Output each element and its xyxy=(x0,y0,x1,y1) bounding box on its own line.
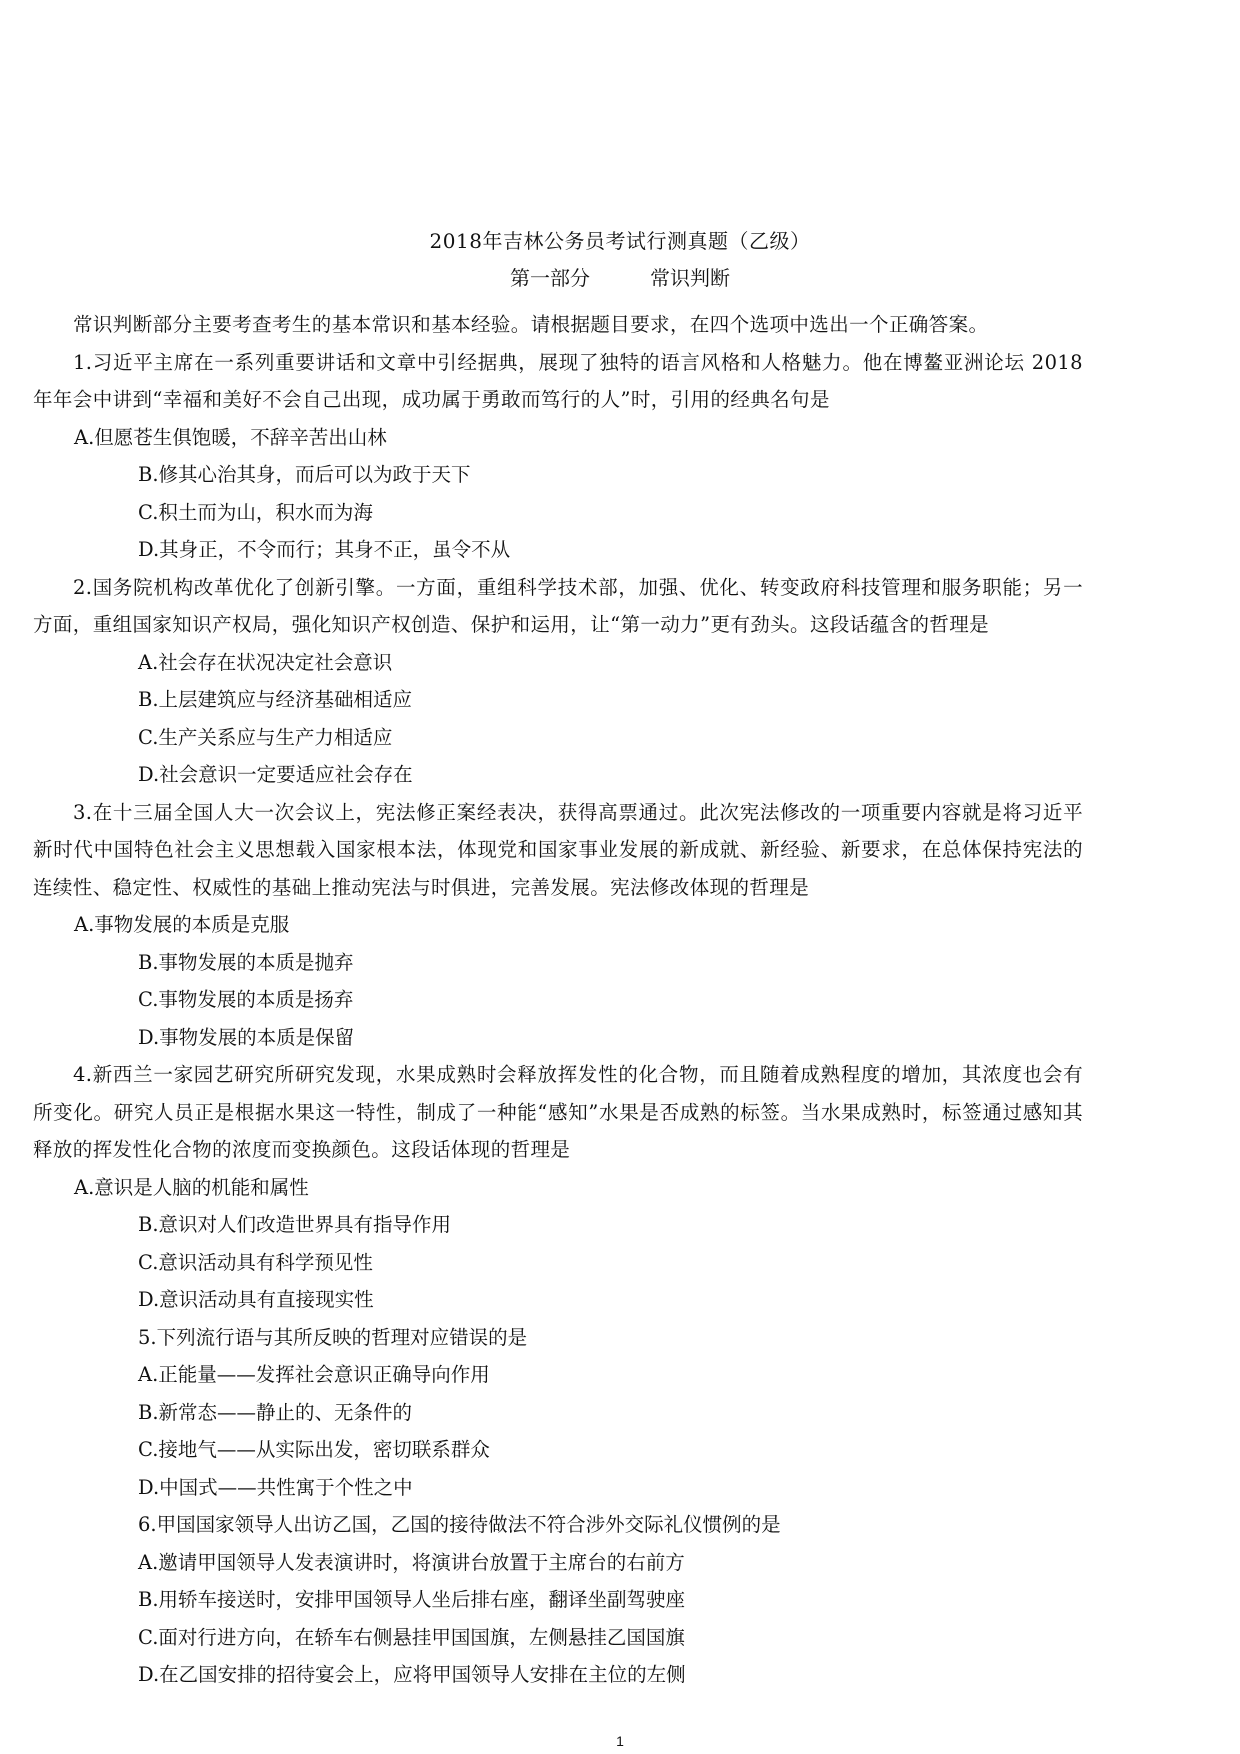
question-6-option-d: D.在乙国安排的招待宴会上，应将甲国领导人安排在主位的左侧 xyxy=(138,1663,686,1686)
question-2-option-c: C.生产关系应与生产力相适应 xyxy=(138,725,393,749)
question-3-option-d: D.事物发展的本质是保留 xyxy=(138,1025,355,1049)
question-3-option-b: B.事物发展的本质是抛弃 xyxy=(138,950,354,974)
question-2-option-a: A.社会存在状况决定社会意识 xyxy=(138,650,393,674)
question-4-option-d: D.意识活动具有直接现实性 xyxy=(138,1288,374,1311)
question-2-option-d: D.社会意识一定要适应社会存在 xyxy=(138,763,413,786)
question-4-option-c: C.意识活动具有科学预见性 xyxy=(138,1250,373,1274)
question-5-option-d: D.中国式——共性寓于个性之中 xyxy=(138,1475,413,1499)
question-1-option-a: A.但愿苍生俱饱暖，不辞辛苦出山林 xyxy=(74,425,387,449)
question-5-option-c: C.接地气——从实际出发，密切联系群众 xyxy=(138,1438,490,1461)
question-stem-4: 4.新西兰一家园艺研究所研究发现，水果成熟时会释放挥发性的化合物，而且随着成熟程度的增加，其浓度也会有所变化。研究人员正是根据水果这一特性，制成了一种能“感知”水果是否成熟的标签。当水果成熟时，标签通过感知其释放的挥发性化合物的浓度而变换颜色。这段话体现的哲理是 xyxy=(33,1063,1083,1161)
question-6-option-c: C.面对行进方向，在轿车右侧悬挂甲国国旗，左侧悬挂乙国国旗 xyxy=(138,1625,685,1649)
question-4-option-a: A.意识是人脑的机能和属性 xyxy=(74,1175,309,1199)
question-1-option-d: D.其身正，不令而行；其身不正，虽令不从 xyxy=(138,538,511,561)
section-part: 第一部分 xyxy=(510,266,590,290)
question-5-option-b: B.新常态——静止的、无条件的 xyxy=(138,1400,413,1424)
question-stem-3: 3.在十三届全国人大一次会议上，宪法修正案经表决，获得高票通过。此次宪法修改的一项重要内容就是将习近平新时代中国特色社会主义思想载入国家根本法，体现党和国家事业发展的新成就、新经验、新要求，在总体保持宪法的连续性、稳定性、权威性的基础上推动宪法与时俱进，完善发展。宪法修改体现的哲理是 xyxy=(33,800,1083,899)
document-body xyxy=(33,306,1083,1694)
section-intro: 常识判断部分主要考查考生的基本常识和基本经验。请根据题目要求，在四个选项中选出一个正确答案。 xyxy=(73,313,989,336)
question-4-option-b: B.意识对人们改造世界具有指导作用 xyxy=(138,1213,452,1236)
question-1-option-c: C.积土而为山，积水而为海 xyxy=(138,500,373,524)
question-stem-6: 6.甲国国家领导人出访乙国，乙国的接待做法不符合涉外交际礼仪惯例的是 xyxy=(138,1513,781,1536)
document-title: 2018年吉林公务员考试行测真题（乙级） xyxy=(429,229,811,253)
question-6-option-a: A.邀请甲国领导人发表演讲时，将演讲台放置于主席台的右前方 xyxy=(138,1550,685,1574)
question-3-option-a: A.事物发展的本质是克服 xyxy=(74,913,290,936)
question-5-option-a: A.正能量——发挥社会意识正确导向作用 xyxy=(138,1363,490,1386)
question-3-option-c: C.事物发展的本质是扬弃 xyxy=(138,988,354,1011)
page-number: 1 xyxy=(616,1733,624,1749)
section-heading xyxy=(0,264,1240,292)
question-6-option-b: B.用轿车接送时，安排甲国领导人坐后排右座，翻译坐副驾驶座 xyxy=(138,1588,686,1611)
question-stem-1: 1.习近平主席在一系列重要讲话和文章中引经据典，展现了独特的语言风格和人格魅力。他在博鳌亚洲论坛 2018年年会中讲到“幸福和美好不会自己出现，成功属于勇敢而笃行的人”时，引用的经典名句是 xyxy=(33,350,1083,411)
question-stem-2: 2.国务院机构改革优化了创新引擎。一方面，重组科学技术部，加强、优化、转变政府科技管理和服务职能；另一方面，重组国家知识产权局，强化知识产权创造、保护和运用，让“第一动力”更有劲头。这段话蕴含的哲理是 xyxy=(33,575,1083,636)
question-stem-5: 5.下列流行语与其所反映的哲理对应错误的是 xyxy=(138,1325,528,1349)
section-name: 常识判断 xyxy=(650,266,730,290)
question-2-option-b: B.上层建筑应与经济基础相适应 xyxy=(138,688,413,711)
question-1-option-b: B.修其心治其身，而后可以为政于天下 xyxy=(138,463,471,486)
